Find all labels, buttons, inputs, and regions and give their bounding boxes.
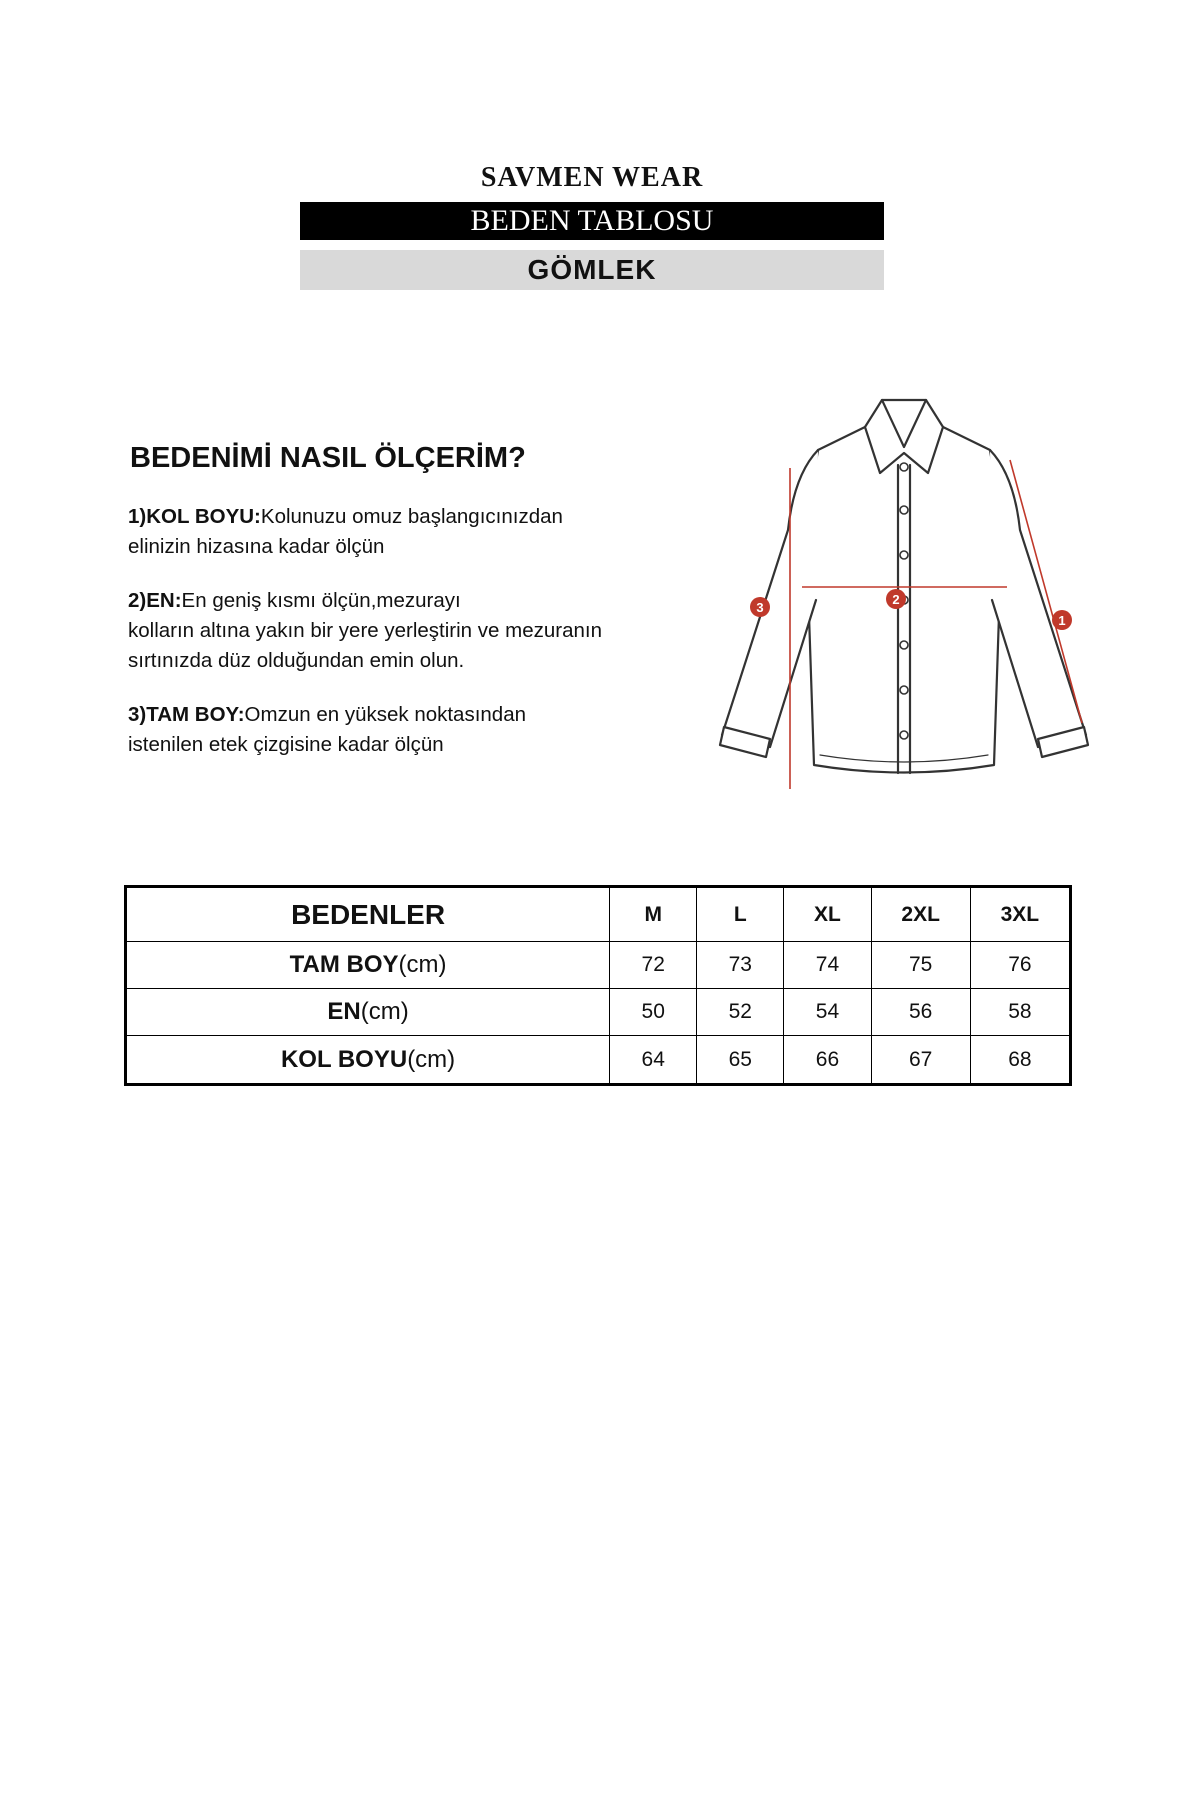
step-text: elinizin hizasına kadar ölçün xyxy=(128,535,385,558)
row-label: EN(cm) xyxy=(126,989,610,1036)
table-row xyxy=(126,989,1071,1036)
howto-step-width xyxy=(128,586,602,676)
step-label: 3)TAM BOY: xyxy=(128,703,245,726)
step-text: Kolunuzu omuz başlangıcınızdan xyxy=(260,505,563,528)
howto-step-length xyxy=(128,700,526,760)
size-col-l: L xyxy=(697,887,784,942)
table-cell: 72 xyxy=(610,942,697,989)
table-cell: 65 xyxy=(697,1036,784,1085)
step-text: sırtınızda düz olduğundan emin olun. xyxy=(128,649,465,672)
product-category: GÖMLEK xyxy=(300,250,884,290)
table-cell: 56 xyxy=(871,989,970,1036)
size-header: BEDENLER xyxy=(126,887,610,942)
shirt-diagram-icon xyxy=(710,355,1090,795)
howto-step-sleeve xyxy=(128,502,563,562)
step-label: 1)KOL BOYU: xyxy=(128,505,261,528)
step-text: En geniş kısmı ölçün,mezurayı xyxy=(181,589,461,612)
marker-3: 3 xyxy=(756,600,764,615)
table-cell: 74 xyxy=(784,942,871,989)
table-cell: 66 xyxy=(784,1036,871,1085)
table-cell: 54 xyxy=(784,989,871,1036)
size-col-xl: XL xyxy=(784,887,871,942)
table-cell: 68 xyxy=(970,1036,1070,1085)
size-chart-title: BEDEN TABLOSU xyxy=(300,202,884,240)
howto-heading: BEDENİMİ NASIL ÖLÇERİM? xyxy=(130,442,526,474)
step-text: kolların altına yakın bir yere yerleştirin ve mezuranın xyxy=(128,619,602,642)
table-cell: 64 xyxy=(610,1036,697,1085)
table-row xyxy=(126,1036,1071,1085)
marker-1: 1 xyxy=(1058,613,1066,628)
table-cell: 75 xyxy=(871,942,970,989)
marker-2: 2 xyxy=(892,592,900,607)
table-cell: 73 xyxy=(697,942,784,989)
row-label: KOL BOYU(cm) xyxy=(126,1036,610,1085)
table-cell: 58 xyxy=(970,989,1070,1036)
size-col-2xl: 2XL xyxy=(871,887,970,942)
step-label: 2)EN: xyxy=(128,589,182,612)
size-col-3xl: 3XL xyxy=(970,887,1070,942)
brand-name: SAVMEN WEAR xyxy=(480,162,704,193)
table-row xyxy=(126,942,1071,989)
size-table xyxy=(124,885,1072,1086)
table-cell: 67 xyxy=(871,1036,970,1085)
step-text: istenilen etek çizgisine kadar ölçün xyxy=(128,733,444,756)
size-col-m: M xyxy=(610,887,697,942)
step-text: Omzun en yüksek noktasından xyxy=(244,703,527,726)
table-cell: 76 xyxy=(970,942,1070,989)
table-cell: 50 xyxy=(610,989,697,1036)
row-label: TAM BOY(cm) xyxy=(126,942,610,989)
table-cell: 52 xyxy=(697,989,784,1036)
table-row xyxy=(126,887,1071,942)
